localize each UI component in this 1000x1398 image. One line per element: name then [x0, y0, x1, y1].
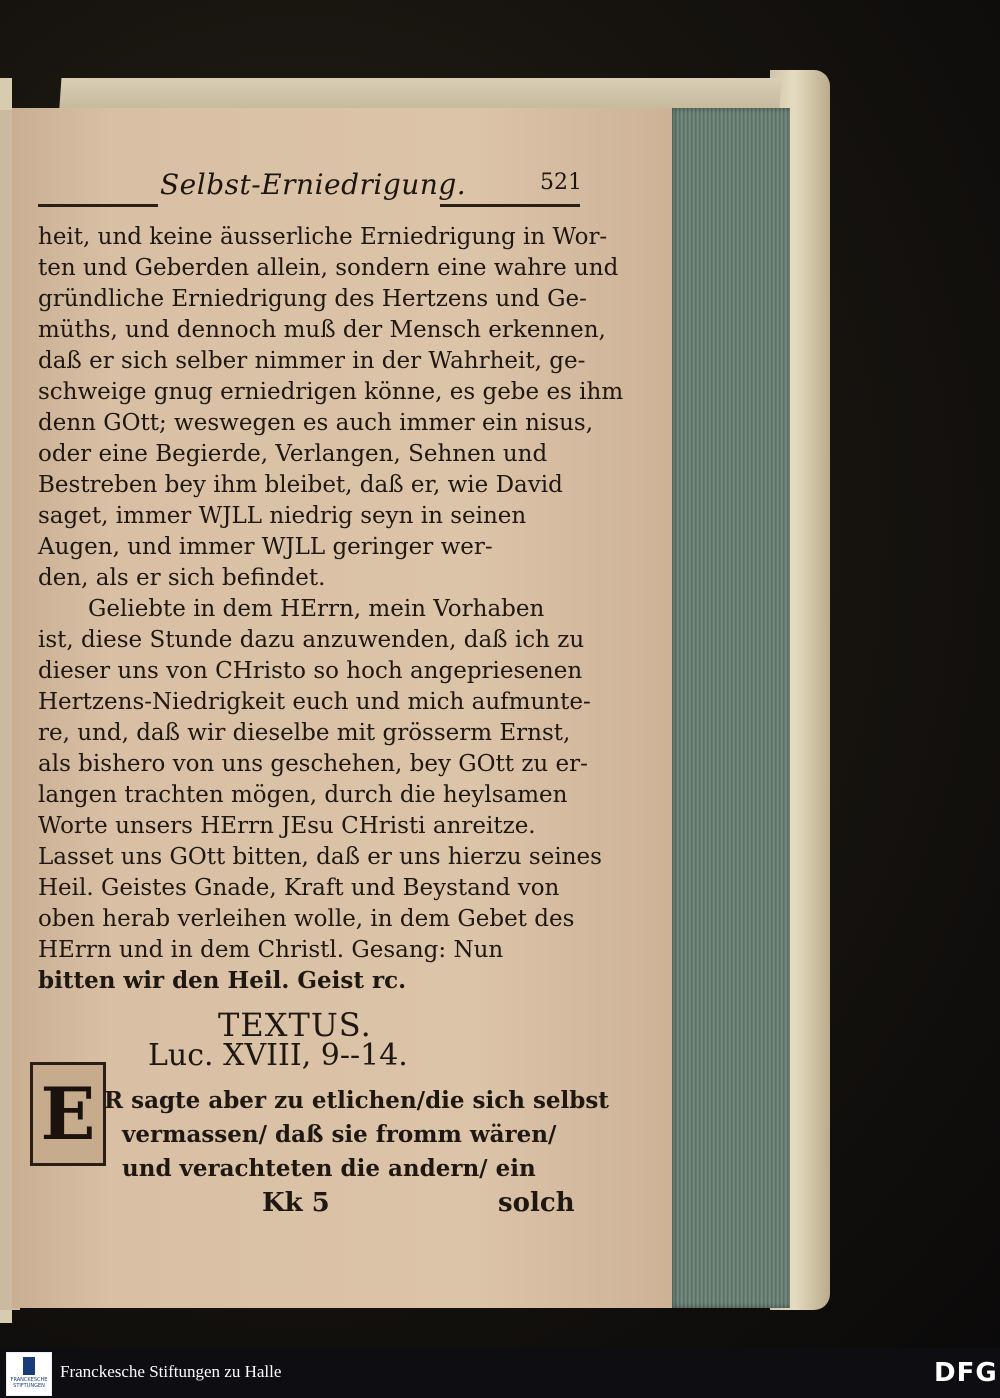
catchword: solch	[498, 1188, 575, 1218]
body-line: müths, und dennoch muß der Mensch erkennen,	[38, 317, 606, 343]
head-rule-left	[38, 204, 158, 207]
running-head	[160, 168, 580, 204]
body-line: oben herab verleihen wolle, in dem Gebet des	[38, 906, 575, 932]
body-line: als bishero von uns geschehen, bey GOtt zu er-	[38, 751, 588, 777]
text-line: und verachteten die andern/ ein	[122, 1155, 536, 1182]
body-line: heit, und keine äusserliche Erniedrigung in Wor-	[38, 224, 608, 250]
body-line: oder eine Begierde, Verlangen, Sehnen und	[38, 441, 548, 467]
body-line: HErrn und in dem Christl. Gesang: Nun	[38, 937, 504, 963]
body-line: dieser uns von CHristo so hoch angepriesenen	[38, 658, 583, 684]
body-line: ist, diese Stunde dazu anzuwenden, daß ich zu	[38, 627, 585, 653]
body-line: re, und, daß wir dieselbe mit grösserm Ernst,	[38, 720, 571, 746]
body-line: gründliche Erniedrigung des Hertzens und Ge-	[38, 286, 587, 312]
scripture-reference: Luc. XVIII, 9--14.	[148, 1038, 408, 1073]
body-line: Augen, und immer WJLL geringer wer-	[38, 534, 493, 560]
body-line: schweige gnug erniedrigen könne, es gebe es ihm	[38, 379, 624, 405]
page-block-edge	[668, 108, 790, 1308]
body-line: Bestreben bey ihm bleibet, daß er, wie David	[38, 472, 563, 498]
body-line: den, als er sich befindet.	[38, 565, 326, 591]
signature-mark: Kk 5	[262, 1188, 330, 1218]
text-line: vermassen/ daß sie fromm wären/	[122, 1121, 557, 1148]
logo-text: FRANCKESCHE STIFTUNGEN	[10, 1377, 48, 1389]
body-line: langen trachten mögen, durch die heylsamen	[38, 782, 568, 808]
body-line: daß er sich selber nimmer in der Wahrheit, ge-	[38, 348, 586, 374]
body-line: Hertzens-Niedrigkeit euch und mich aufmunte-	[38, 689, 591, 715]
decorated-initial	[30, 1062, 106, 1166]
body-line: denn GOtt; weswegen es auch immer ein nisus,	[38, 410, 594, 436]
body-line: ten und Geberden allein, sondern eine wahre und	[38, 255, 619, 281]
head-rule-right	[440, 204, 580, 207]
textus-heading: TEXTUS.	[218, 1006, 372, 1044]
logo-mark	[23, 1357, 35, 1375]
institution-name: Franckesche Stiftungen zu Halle	[60, 1362, 282, 1381]
body-line: Worte unsers HErrn JEsu CHristi anreitze.	[38, 813, 536, 839]
running-head-title: Selbst-Erniedrigung.	[160, 168, 467, 201]
body-line: Heil. Geistes Gnade, Kraft und Beystand von	[38, 875, 560, 901]
initial-letter: E	[40, 1071, 96, 1156]
dfg-logo: DFG	[934, 1358, 998, 1388]
body-line: Geliebte in dem HErrn, mein Vorhaben	[88, 596, 545, 622]
page-number: 521	[540, 170, 582, 195]
body-line: Lasset uns GOtt bitten, daß er uns hierzu seines	[38, 844, 602, 870]
text-line: R sagte aber zu etlichen/die sich selbst	[104, 1087, 609, 1114]
viewer-footer	[0, 1348, 1000, 1398]
institution-logo	[6, 1352, 52, 1396]
body-line: saget, immer WJLL niedrig seyn in seinen	[38, 503, 527, 529]
body-line: bitten wir den Heil. Geist rc.	[38, 967, 407, 994]
